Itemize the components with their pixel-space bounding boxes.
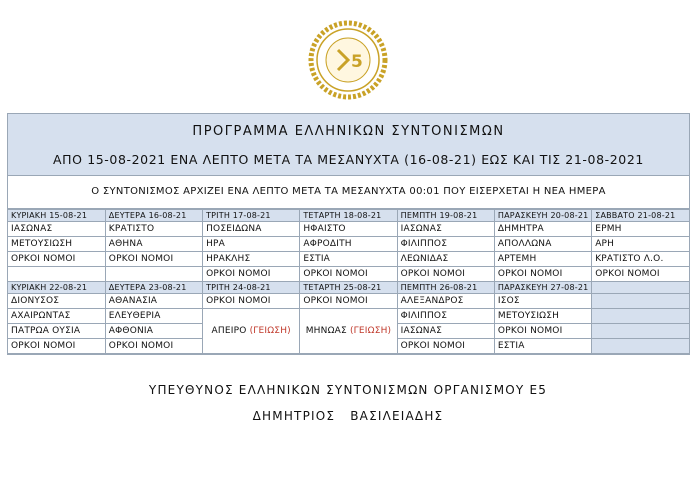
e5-logo: [308, 20, 388, 100]
svg-text:5: 5: [351, 52, 363, 72]
table-cell: ΙΑΣΩΝΑΣ: [397, 222, 494, 237]
table-cell: ΟΡΚΟΙ ΝΟΜΟΙ: [397, 339, 494, 354]
table-cell: ΟΡΚΟΙ ΝΟΜΟΙ: [8, 339, 105, 354]
day-header: ΚΥΡΙΑΚΗ 22-08-21: [8, 282, 105, 294]
table-row: [8, 222, 689, 237]
table-cell: ΕΣΤΙΑ: [494, 339, 591, 354]
table-cell: ΙΑΣΩΝΑΣ: [8, 222, 105, 237]
table-cell: ΠΟΣΕΙΔΩΝΑ: [203, 222, 300, 237]
grounding-cell-wednesday: [300, 309, 397, 354]
table-cell: ΑΡΗ: [592, 237, 689, 252]
table-cell: ΚΡΑΤΙΣΤΟ Λ.Ο.: [592, 252, 689, 267]
table-cell: ΟΡΚΟΙ ΝΟΜΟΙ: [105, 339, 202, 354]
table-cell: ΑΛΕΞΑΝΔΡΟΣ: [397, 294, 494, 309]
table-cell: [8, 267, 105, 282]
day-header: ΠΕΜΠΤΗ 26-08-21: [397, 282, 494, 294]
table-row: [8, 309, 689, 324]
grounding-tag: (ΓΕΙΩΣΗ): [349, 326, 392, 336]
table-cell: ΑΘΑΝΑΣΙΑ: [105, 294, 202, 309]
table-cell: ΔΙΟΝΥΣΟΣ: [8, 294, 105, 309]
page-title: ΠΡΟΓΡΑΜΜΑ ΕΛΛΗΝΙΚΩΝ ΣΥΝΤΟΝΙΣΜΩΝ: [192, 124, 505, 139]
grounding-tag: (ΓΕΙΩΣΗ): [249, 326, 291, 336]
table-cell: ΟΡΚΟΙ ΝΟΜΟΙ: [203, 267, 300, 282]
table-cell: ΙΣΟΣ: [494, 294, 591, 309]
table-cell: ΟΡΚΟΙ ΝΟΜΟΙ: [592, 267, 689, 282]
table-cell: ΟΡΚΟΙ ΝΟΜΟΙ: [494, 324, 591, 339]
schedule-table: [8, 209, 689, 354]
empty-cell: [592, 294, 689, 309]
table-cell: ΚΡΑΤΙΣΤΟ: [105, 222, 202, 237]
empty-cell: [592, 324, 689, 339]
grounding-cell-tuesday: [203, 309, 300, 354]
table-cell: ΗΡΑΚΛΗΣ: [203, 252, 300, 267]
table-cell: ΟΡΚΟΙ ΝΟΜΟΙ: [494, 267, 591, 282]
table-row: [8, 237, 689, 252]
footer-responsible: ΥΠΕΥΘΥΝΟΣ ΕΛΛΗΝΙΚΩΝ ΣΥΝΤΟΝΙΣΜΩΝ ΟΡΓΑΝΙΣΜΟΥ Ε5: [148, 383, 548, 397]
table-cell: ΙΑΣΩΝΑΣ: [397, 324, 494, 339]
table-cell: ΟΡΚΟΙ ΝΟΜΟΙ: [203, 294, 300, 309]
day-header: ΤΡΙΤΗ 17-08-21: [203, 210, 300, 222]
table-cell: ΑΧΑΙΡΩΝΤΑΣ: [8, 309, 105, 324]
day-header: ΤΕΤΑΡΤΗ 18-08-21: [300, 210, 397, 222]
table-cell: ΠΑΤΡΩΑ ΟΥΣΙΑ: [8, 324, 105, 339]
table-row: [8, 267, 689, 282]
table-cell: ΟΡΚΟΙ ΝΟΜΟΙ: [8, 252, 105, 267]
empty-cell: [592, 282, 689, 294]
table-cell: ΗΡΑ: [203, 237, 300, 252]
table-cell: ΑΠΟΛΛΩΝΑ: [494, 237, 591, 252]
grounding-name: ΑΠΕΙΡΟ: [211, 326, 247, 336]
table-cell: ΑΘΗΝΑ: [105, 237, 202, 252]
table-cell: ΗΦΑΙΣΤΟ: [300, 222, 397, 237]
table-cell: ΦΙΛΙΠΠΟΣ: [397, 237, 494, 252]
week2-header-row: [8, 282, 689, 294]
day-header: ΤΕΤΑΡΤΗ 25-08-21: [300, 282, 397, 294]
table-cell: ΟΡΚΟΙ ΝΟΜΟΙ: [397, 267, 494, 282]
day-header: ΔΕΥΤΕΡΑ 16-08-21: [105, 210, 202, 222]
table-cell: ΟΡΚΟΙ ΝΟΜΟΙ: [300, 267, 397, 282]
table-cell: ΦΙΛΙΠΠΟΣ: [397, 309, 494, 324]
start-note: Ο ΣΥΝΤΟΝΙΣΜΟΣ ΑΡΧΙΖΕΙ ΕΝΑ ΛΕΠΤΟ ΜΕΤΑ ΤΑ ΜΕΣΑΝΥΧΤΑ 00:01 ΠΟΥ ΕΙΣΕΡΧΕΤΑΙ Η ΝΕΑ ΗΜΕΡΑ: [8, 176, 689, 209]
table-row: [8, 294, 689, 309]
day-header: ΔΕΥΤΕΡΑ 23-08-21: [105, 282, 202, 294]
grounding-name: ΜΗΝΩΑΣ: [305, 326, 347, 336]
footer-name: ΔΗΜΗΤΡΙΟΣ ΒΑΣΙΛΕΙΑΔΗΣ: [252, 409, 444, 423]
table-row: [8, 252, 689, 267]
empty-cell: [592, 339, 689, 354]
day-header: ΠΕΜΠΤΗ 19-08-21: [397, 210, 494, 222]
table-cell: ΜΕΤΟΥΣΙΩΣΗ: [8, 237, 105, 252]
day-header: ΚΥΡΙΑΚΗ 15-08-21: [8, 210, 105, 222]
day-header: ΣΑΒΒΑΤΟ 21-08-21: [592, 210, 689, 222]
day-header: ΠΑΡΑΣΚΕΥΗ 27-08-21: [494, 282, 591, 294]
page-subtitle: ΑΠΟ 15-08-2021 ΕΝΑ ΛΕΠΤΟ ΜΕΤΑ ΤΑ ΜΕΣΑΝΥΧΤΑ (16-08-21) ΕΩΣ ΚΑΙ ΤΙΣ 21-08-2021: [53, 152, 644, 167]
table-cell: ΜΕΤΟΥΣΙΩΣΗ: [494, 309, 591, 324]
table-cell: ΛΕΩΝΙΔΑΣ: [397, 252, 494, 267]
table-cell: ΑΡΤΕΜΗ: [494, 252, 591, 267]
table-cell: ΑΦΘΟΝΙΑ: [105, 324, 202, 339]
table-cell: ΕΡΜΗ: [592, 222, 689, 237]
table-cell: ΔΗΜΗΤΡΑ: [494, 222, 591, 237]
empty-cell: [592, 309, 689, 324]
table-cell: ΑΦΡΟΔΙΤΗ: [300, 237, 397, 252]
table-cell: [105, 267, 202, 282]
table-cell: ΕΣΤΙΑ: [300, 252, 397, 267]
title-box: [8, 114, 689, 176]
table-cell: ΕΛΕΥΘΕΡΙΑ: [105, 309, 202, 324]
schedule-sheet: [7, 113, 690, 355]
week1-header-row: [8, 210, 689, 222]
table-cell: ΟΡΚΟΙ ΝΟΜΟΙ: [300, 294, 397, 309]
day-header: ΤΡΙΤΗ 24-08-21: [203, 282, 300, 294]
table-cell: ΟΡΚΟΙ ΝΟΜΟΙ: [105, 252, 202, 267]
day-header: ΠΑΡΑΣΚΕΥΗ 20-08-21: [494, 210, 591, 222]
